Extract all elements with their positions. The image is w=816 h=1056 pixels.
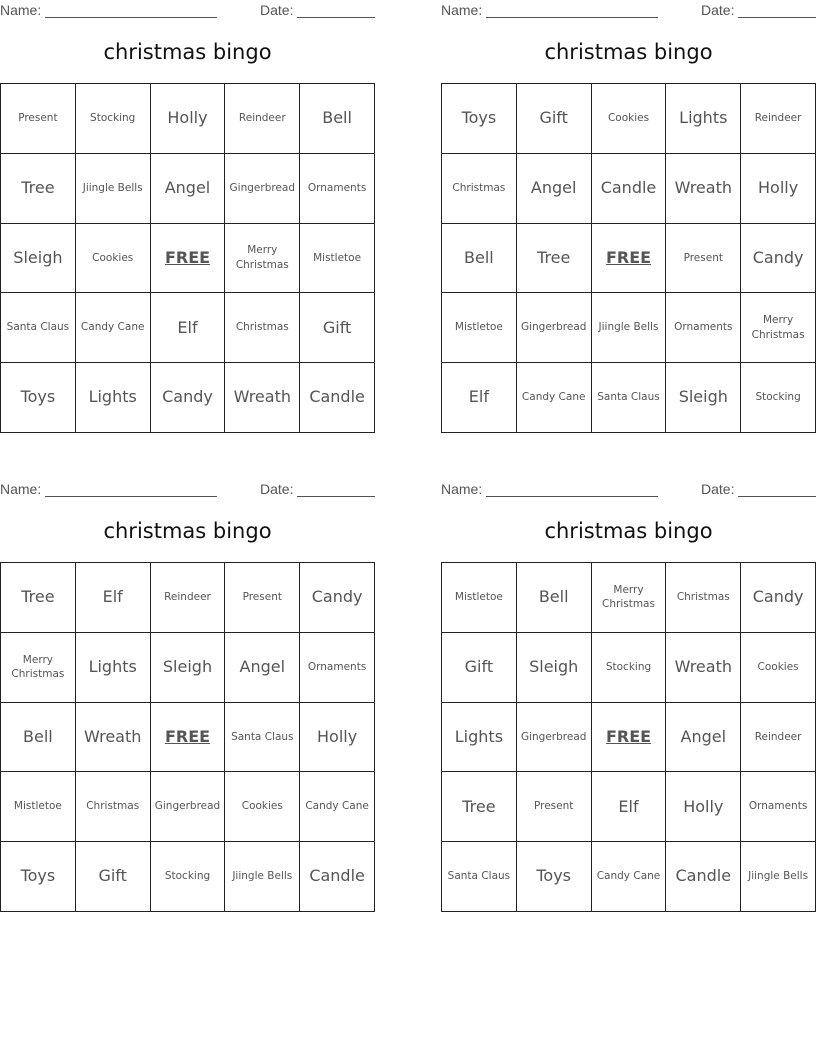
name-field[interactable]: [486, 496, 658, 497]
bingo-cell[interactable]: Mistletoe: [300, 224, 375, 294]
name-field[interactable]: [486, 17, 658, 18]
bingo-cell[interactable]: Gift: [76, 842, 151, 912]
bingo-cell[interactable]: Christmas: [76, 772, 151, 842]
bingo-card: [0, 479, 375, 886]
bingo-cell[interactable]: Gift: [517, 84, 592, 154]
bingo-cell[interactable]: Gift: [442, 633, 517, 703]
bingo-cell[interactable]: Christmas: [442, 154, 517, 224]
bingo-grid: [0, 83, 375, 433]
bingo-cell[interactable]: Christmas: [225, 293, 300, 363]
bingo-cell[interactable]: Ornaments: [300, 633, 375, 703]
bingo-cell[interactable]: Santa Claus: [1, 293, 76, 363]
name-date-row: [0, 479, 375, 501]
bingo-cell[interactable]: Tree: [1, 154, 76, 224]
bingo-cell[interactable]: Toys: [517, 842, 592, 912]
bingo-cell[interactable]: Candy Cane: [517, 363, 592, 433]
bingo-cell[interactable]: Lights: [76, 363, 151, 433]
bingo-cell[interactable]: Merry Christmas: [1, 633, 76, 703]
date-label: Date:: [701, 2, 735, 18]
name-label: Name:: [0, 481, 42, 497]
name-field[interactable]: [45, 17, 217, 18]
bingo-cell[interactable]: Present: [1, 84, 76, 154]
bingo-cell[interactable]: Jiingle Bells: [592, 293, 667, 363]
bingo-cell[interactable]: Candle: [666, 842, 741, 912]
bingo-cell[interactable]: Angel: [517, 154, 592, 224]
bingo-cell[interactable]: Toys: [442, 84, 517, 154]
bingo-cell[interactable]: Candy Cane: [592, 842, 667, 912]
bingo-cell[interactable]: Sleigh: [151, 633, 226, 703]
bingo-cell[interactable]: Holly: [666, 772, 741, 842]
bingo-cell[interactable]: Candle: [300, 363, 375, 433]
card-title: christmas bingo: [544, 519, 713, 543]
bingo-card: [441, 479, 816, 886]
bingo-cell[interactable]: Elf: [592, 772, 667, 842]
bingo-cell[interactable]: Cookies: [225, 772, 300, 842]
bingo-cell[interactable]: Wreath: [666, 633, 741, 703]
bingo-cell[interactable]: Wreath: [76, 703, 151, 773]
name-label: Name:: [441, 481, 483, 497]
bingo-cell[interactable]: Cookies: [592, 84, 667, 154]
bingo-cell[interactable]: Stocking: [76, 84, 151, 154]
bingo-cell[interactable]: Holly: [741, 154, 816, 224]
bingo-cell[interactable]: Merry Christmas: [741, 293, 816, 363]
bingo-cell[interactable]: Angel: [151, 154, 226, 224]
date-label: Date:: [260, 2, 294, 18]
bingo-cell[interactable]: Candy: [151, 363, 226, 433]
bingo-cell[interactable]: Holly: [151, 84, 226, 154]
card-title: christmas bingo: [103, 40, 272, 64]
bingo-cell[interactable]: Mistletoe: [1, 772, 76, 842]
bingo-cell[interactable]: Candy Cane: [300, 772, 375, 842]
bingo-cell[interactable]: Mistletoe: [442, 563, 517, 633]
bingo-cell[interactable]: Tree: [442, 772, 517, 842]
bingo-cell[interactable]: Bell: [1, 703, 76, 773]
bingo-cell[interactable]: Candle: [592, 154, 667, 224]
free-space[interactable]: FREE: [592, 224, 667, 294]
bingo-card: [0, 0, 375, 407]
date-field[interactable]: [738, 496, 816, 497]
bingo-cell[interactable]: Tree: [517, 224, 592, 294]
bingo-cell[interactable]: Merry Christmas: [225, 224, 300, 294]
bingo-cell[interactable]: Cookies: [76, 224, 151, 294]
name-label: Name:: [441, 2, 483, 18]
bingo-grid: [0, 562, 375, 912]
bingo-cell[interactable]: Stocking: [592, 633, 667, 703]
bingo-cell[interactable]: Candy: [300, 563, 375, 633]
bingo-cell[interactable]: Santa Claus: [592, 363, 667, 433]
bingo-cell[interactable]: Present: [666, 224, 741, 294]
bingo-cell[interactable]: Reindeer: [741, 84, 816, 154]
name-label: Name:: [0, 2, 42, 18]
bingo-grid: [441, 562, 816, 912]
bingo-cell[interactable]: Bell: [442, 224, 517, 294]
bingo-cell[interactable]: Jiingle Bells: [76, 154, 151, 224]
bingo-cell[interactable]: Lights: [76, 633, 151, 703]
bingo-cell[interactable]: Toys: [1, 842, 76, 912]
name-date-row: [441, 479, 816, 501]
bingo-cell[interactable]: Ornaments: [300, 154, 375, 224]
date-label: Date:: [260, 481, 294, 497]
bingo-cell[interactable]: Jiingle Bells: [225, 842, 300, 912]
bingo-cell[interactable]: Present: [225, 563, 300, 633]
bingo-cell[interactable]: Christmas: [666, 563, 741, 633]
free-space[interactable]: FREE: [151, 703, 226, 773]
bingo-cell[interactable]: Candle: [300, 842, 375, 912]
free-space[interactable]: FREE: [151, 224, 226, 294]
bingo-grid: [441, 83, 816, 433]
bingo-cell[interactable]: Elf: [442, 363, 517, 433]
bingo-cell[interactable]: Sleigh: [517, 633, 592, 703]
bingo-cell[interactable]: Gingerbread: [517, 703, 592, 773]
name-date-row: [441, 0, 816, 22]
bingo-cell[interactable]: Reindeer: [225, 84, 300, 154]
bingo-cell[interactable]: Bell: [517, 563, 592, 633]
bingo-cell[interactable]: Ornaments: [741, 772, 816, 842]
bingo-card: [441, 0, 816, 407]
bingo-cell[interactable]: Gift: [300, 293, 375, 363]
name-date-row: [0, 0, 375, 22]
bingo-cell[interactable]: Elf: [151, 293, 226, 363]
bingo-cell[interactable]: Santa Claus: [225, 703, 300, 773]
bingo-cell[interactable]: Stocking: [741, 363, 816, 433]
bingo-cell[interactable]: Gingerbread: [225, 154, 300, 224]
bingo-cell[interactable]: Present: [517, 772, 592, 842]
bingo-cell[interactable]: Gingerbread: [151, 772, 226, 842]
date-label: Date:: [701, 481, 735, 497]
bingo-cell[interactable]: Wreath: [666, 154, 741, 224]
bingo-cell[interactable]: Cookies: [741, 633, 816, 703]
bingo-cell[interactable]: Candy: [741, 224, 816, 294]
bingo-cell[interactable]: Ornaments: [666, 293, 741, 363]
bingo-cell[interactable]: Candy: [741, 563, 816, 633]
bingo-cell[interactable]: Mistletoe: [442, 293, 517, 363]
bingo-cell[interactable]: Bell: [300, 84, 375, 154]
bingo-cell[interactable]: Angel: [666, 703, 741, 773]
bingo-cell[interactable]: Jiingle Bells: [741, 842, 816, 912]
bingo-cell[interactable]: Toys: [1, 363, 76, 433]
bingo-cell[interactable]: Lights: [442, 703, 517, 773]
bingo-cell[interactable]: Gingerbread: [517, 293, 592, 363]
bingo-cell[interactable]: Holly: [300, 703, 375, 773]
bingo-cell[interactable]: Reindeer: [741, 703, 816, 773]
bingo-cell[interactable]: Lights: [666, 84, 741, 154]
bingo-cell[interactable]: Santa Claus: [442, 842, 517, 912]
bingo-cell[interactable]: Sleigh: [1, 224, 76, 294]
card-title: christmas bingo: [544, 40, 713, 64]
name-field[interactable]: [45, 496, 217, 497]
card-title: christmas bingo: [103, 519, 272, 543]
bingo-cell[interactable]: Candy Cane: [76, 293, 151, 363]
date-field[interactable]: [738, 17, 816, 18]
bingo-cell[interactable]: Sleigh: [666, 363, 741, 433]
bingo-cell[interactable]: Wreath: [225, 363, 300, 433]
free-space[interactable]: FREE: [592, 703, 667, 773]
bingo-cell[interactable]: Tree: [1, 563, 76, 633]
bingo-cell[interactable]: Angel: [225, 633, 300, 703]
bingo-cell[interactable]: Stocking: [151, 842, 226, 912]
bingo-cell[interactable]: Reindeer: [151, 563, 226, 633]
date-field[interactable]: [297, 17, 375, 18]
bingo-cell[interactable]: Elf: [76, 563, 151, 633]
date-field[interactable]: [297, 496, 375, 497]
bingo-cell[interactable]: Merry Christmas: [592, 563, 667, 633]
